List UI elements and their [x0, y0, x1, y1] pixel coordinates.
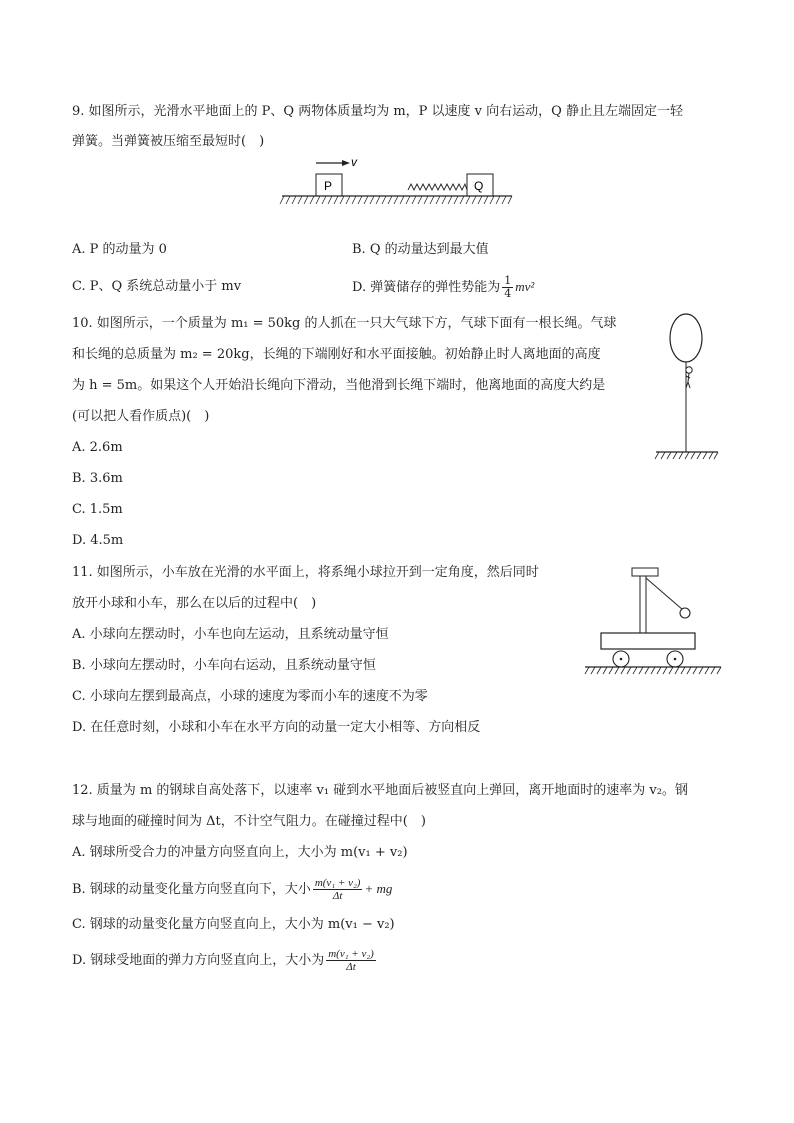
q9-stem-line1: 9. 如图所示，光滑水平地面上的 P、Q 两物体质量均为 m，P 以速度 v 向右运动，Q 静止且左端固定一轻 [72, 104, 683, 119]
balloon [670, 314, 702, 362]
q9-fig-q-label: Q [474, 179, 484, 193]
q11-option-c[interactable]: C. 小球向左摆到最高点，小球的速度为零而小车的速度不为零 [72, 689, 428, 704]
q12-stem-line2: 球与地面的碰撞时间为 Δt，不计空气阻力。在碰撞过程中( ) [72, 814, 426, 829]
cart-body [601, 633, 695, 649]
q9-option-d-fraction [502, 275, 513, 300]
spring [408, 184, 467, 190]
q12-option-d-text: D. 钢球受地面的弹力方向竖直向上，大小为 [72, 953, 325, 968]
fraction-numerator: m(v₁ + v₂) [328, 948, 374, 960]
q10-option-c[interactable]: C. 1.5m [72, 502, 123, 517]
q9-option-b[interactable]: B. Q 的动量达到最大值 [352, 242, 489, 257]
q10-stem-line3: 为 h = 5m。如果这个人开始沿长绳向下滑动，当他滑到长绳下端时，他离地面的高度大约是 [72, 378, 606, 393]
q11-option-a[interactable]: A. 小球向左摆动时，小车也向左运动，且系统动量守恒 [72, 627, 389, 642]
q10-option-d[interactable]: D. 4.5m [72, 533, 124, 548]
fraction-denominator: 4 [504, 287, 512, 300]
pendulum-ball [680, 608, 690, 618]
fraction-denominator: Δt [346, 961, 356, 973]
ground-hatch [585, 667, 721, 674]
q9-fig-p-label: P [324, 179, 333, 193]
q12-option-b-fraction [313, 877, 363, 902]
q10-stem-line1: 10. 如图所示，一个质量为 m₁ = 50kg 的人抓在一只大气球下方，气球下面有一根长绳。气球 [72, 316, 617, 331]
q9-option-d[interactable] [352, 270, 534, 305]
q10-stem-line4: (可以把人看作质点)( ) [72, 409, 210, 424]
q11-stem-line2: 放开小球和小车，那么在以后的过程中( ) [72, 596, 317, 611]
q9-option-d-text: D. 弹簧储存的弹性势能为 [352, 280, 501, 295]
ground-hatch [280, 196, 512, 204]
q11-cart-figure [583, 565, 723, 677]
q11-option-b[interactable]: B. 小球向左摆动时，小车向右运动，且系统动量守恒 [72, 658, 376, 673]
fraction-denominator: Δt [332, 890, 343, 902]
q9-stem-line2: 弹簧。当弹簧被压缩至最短时( ) [72, 134, 265, 149]
q9-option-c[interactable]: C. P、Q 系统总动量小于 mv [72, 279, 242, 294]
q10-stem-line2: 和长绳的总质量为 m₂ = 20kg，长绳的下端刚好和水平面接触。初始静止时人离地面的高度 [72, 347, 601, 362]
person-head [686, 367, 692, 373]
q10-balloon-figure [650, 312, 722, 462]
q12-option-a[interactable]: A. 钢球所受合力的冲量方向竖直向上，大小为 m(v₁ + v₂) [72, 845, 408, 860]
ground-hatch [655, 452, 718, 459]
q9-option-d-tail: mv² [515, 279, 535, 294]
q12-option-b-text: B. 钢球的动量变化量方向竖直向下，大小 [72, 882, 311, 897]
q9-figure [280, 150, 515, 212]
q9-fig-v-label: v [351, 155, 357, 169]
q12-stem-line1: 12. 质量为 m 的钢球自高处落下，以速率 v₁ 碰到水平地面后被竖直向上弹回，离开地面时的速率为 v₂。钢 [72, 783, 688, 798]
q12-option-d[interactable] [72, 943, 378, 979]
q11-option-d[interactable]: D. 在任意时刻，小球和小车在水平方向的动量一定大小相等、方向相反 [72, 720, 481, 735]
q12-option-b[interactable] [72, 871, 392, 908]
fraction-numerator: 1 [504, 274, 512, 287]
frame-top [632, 568, 658, 576]
q10-option-b[interactable]: B. 3.6m [72, 471, 123, 486]
person-body [686, 373, 690, 388]
q10-option-a[interactable]: A. 2.6m [72, 440, 123, 455]
q11-stem-line1: 11. 如图所示，小车放在光滑的水平面上，将系绳小球拉开到一定角度，然后同时 [72, 565, 539, 580]
q12-option-c[interactable]: C. 钢球的动量变化量方向竖直向上，大小为 m(v₁ − v₂) [72, 917, 395, 932]
q9-option-a[interactable]: A. P 的动量为 0 [72, 242, 167, 257]
fraction-numerator: m(v₁ + v₂) [314, 877, 361, 889]
q12-option-b-tail: + mg [364, 881, 393, 896]
pendulum-string [646, 578, 683, 610]
q12-option-d-fraction [326, 948, 376, 973]
